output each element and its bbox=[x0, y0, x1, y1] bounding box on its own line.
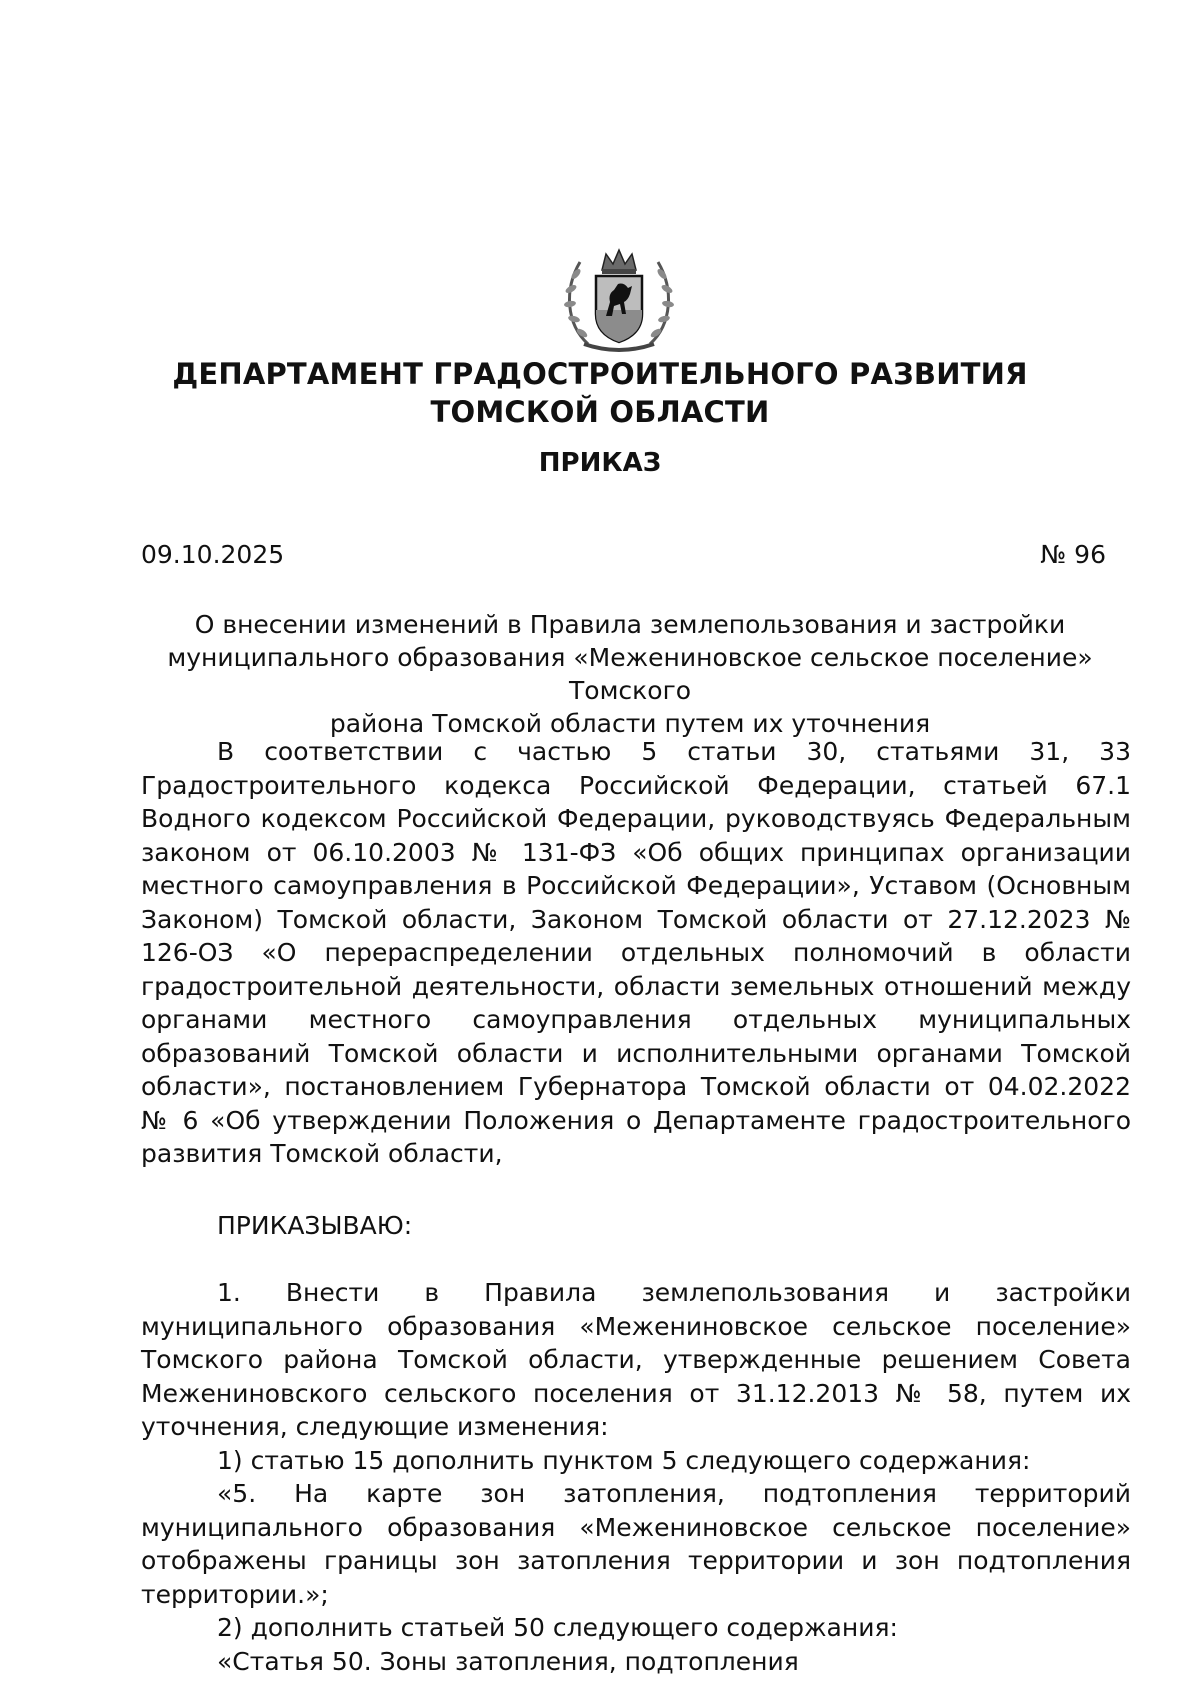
subject-line-2: муниципального образования «Межениновское сельское поселение» Томского bbox=[167, 643, 1093, 705]
item-1-subitem-1-text: «5. На карте зон затопления, подтопления территорий муниципального образования «Межениновское сельское поселение» отображены границы зон затопления территории и зон подтопления территории.»; bbox=[141, 1479, 1131, 1609]
document-subject bbox=[150, 608, 1110, 740]
document-type: ПРИКАЗ bbox=[538, 448, 662, 478]
item-1-subitem-1: 1) статью 15 дополнить пунктом 5 следующего содержания: bbox=[217, 1445, 1031, 1475]
tomsk-oblast-coat-of-arms-icon bbox=[558, 244, 680, 354]
preamble-paragraph: В соответствии с частью 5 статьи 30, статьями 31, 33 Градостроительного кодекса Российской Федерации, статьей 67.1 Водного кодексом Российской Федерации, руководствуясь Федеральным законом от 06.10.2003 № 131-ФЗ «Об общих принципах организации местного самоуправления в Российской Федерации», Уставом (Основным Законом) Томской области, Законом Томской области от 27.12.2023 № 126-ОЗ «О перераспределении отдельных полномочий в области градостроительной деятельности, области земельных отношений между органами местного самоуправления отдельных муниципальных образований Томской области и исполнительными органами Томской области», постановлением Губернатора Томской области от 04.02.2022 № 6 «Об утверждении Положения о Департаменте градостроительного развития Томской области, bbox=[141, 737, 1131, 1168]
subject-line-1: О внесении изменений в Правила землепользования и застройки bbox=[194, 610, 1066, 639]
organization-title-line-1: ДЕПАРТАМЕНТ ГРАДОСТРОИТЕЛЬНОГО РАЗВИТИЯ bbox=[172, 357, 1028, 391]
item-1: 1. Внести в Правила землепользования и застройки муниципального образования «Межениновское сельское поселение» Томского района Томской области, утвержденные решением Совета Межениновского сельского поселения от 31.12.2013 № 58, путем их уточнения, следующие изменения: bbox=[141, 1278, 1131, 1441]
document-body bbox=[141, 735, 1131, 1678]
item-1-subitem-2-text: «Статья 50. Зоны затопления, подтопления bbox=[217, 1646, 799, 1676]
organization-title bbox=[0, 355, 1200, 431]
document-meta bbox=[141, 540, 1106, 569]
document-date: 09.10.2025 bbox=[141, 540, 285, 569]
item-1-subitem-2: 2) дополнить статьей 50 следующего содержания: bbox=[217, 1613, 898, 1642]
organization-title-line-2: ТОМСКОЙ ОБЛАСТИ bbox=[430, 395, 770, 429]
subject-line-3: района Томской области путем их уточнения bbox=[329, 709, 931, 738]
order-word: ПРИКАЗЫВАЮ: bbox=[217, 1210, 413, 1240]
document-number: № 96 bbox=[1040, 540, 1106, 569]
